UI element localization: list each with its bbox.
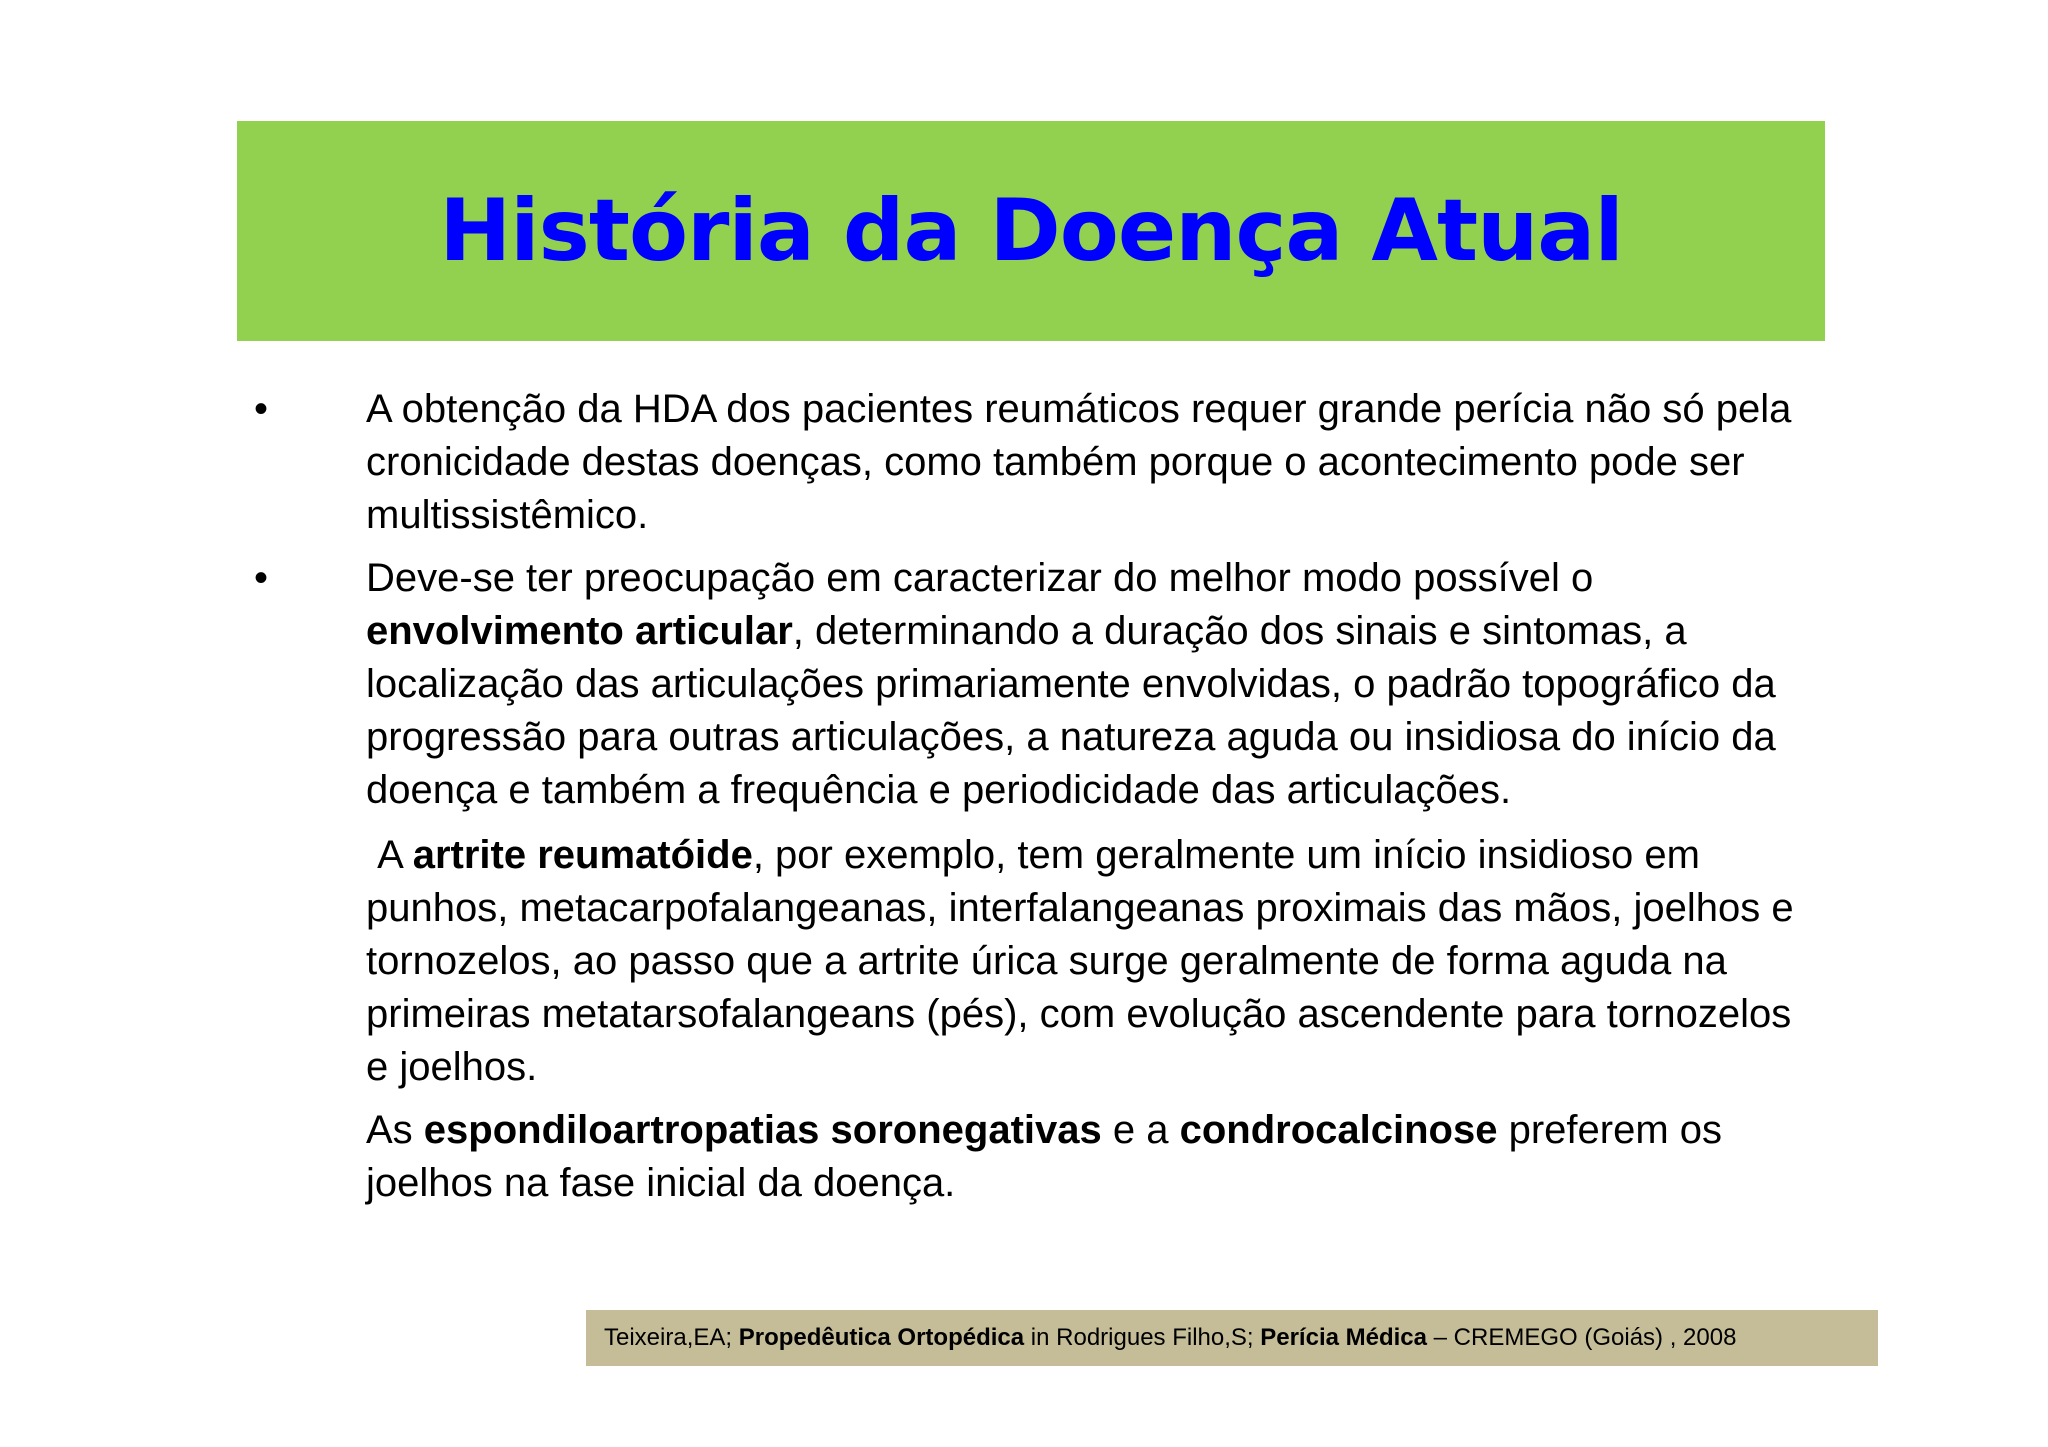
citation-part-2: in Rodrigues Filho,S; (1024, 1324, 1261, 1351)
paragraph-2 (250, 1104, 1810, 1210)
citation-part-1: Teixeira,EA; (604, 1324, 739, 1351)
paragraph-text-post: preferem os joelhos na fase inicial da doença. (366, 1108, 1734, 1205)
citation-box (586, 1310, 1878, 1366)
bullet-item-2 (250, 552, 1810, 817)
paragraph-text-bold: artrite reumatóide (412, 833, 753, 877)
bullet-symbol: • (254, 556, 269, 600)
citation-bold-2: Perícia Médica (1260, 1324, 1427, 1351)
bullet-item-1 (250, 383, 1810, 542)
citation-bold-1: Propedêutica Ortopédica (738, 1324, 1025, 1351)
paragraph-text-pre: A (366, 833, 413, 877)
bullet-text-bold: envolvimento articular (366, 609, 793, 653)
bullet-text-post: , determinando a duração dos sinais e sintomas, a localização das articulações primariamente envolvidas, o padrão topográfico da progressão para outras articulações, a natureza aguda ou insidiosa do início da doença e também a frequência e periodicidade das articulações. (366, 609, 1776, 812)
slide-body (250, 383, 1810, 1220)
paragraph-text-bold-1: espondiloartropatias soronegativas (423, 1108, 1102, 1152)
paragraph-text-bold-2: condrocalcinose (1179, 1108, 1498, 1152)
paragraph-text-post: , por exemplo, tem geralmente um início insidioso em punhos, metacarpofalangeanas, interfalangeanas proximais das mãos, joelhos e tornozelos, ao passo que a artrite úrica surge geralmente de forma aguda na primeiras metatarsofalangeans (pés), com evolução ascendente para tornozelos e joelhos. (366, 833, 1805, 1089)
bullet-text: A obtenção da HDA dos pacientes reumáticos requer grande perícia não só pela cronicidade destas doenças, como também porque o acontecimento pode ser multissistêmico. (366, 387, 1792, 537)
bullet-symbol: • (254, 387, 269, 431)
bullet-text-pre: Deve-se ter preocupação em caracterizar do melhor modo possível o (366, 556, 1594, 600)
paragraph-text-mid: e a (1101, 1108, 1180, 1152)
title-banner (237, 121, 1825, 341)
page-title: História da Doença Atual (439, 181, 1623, 281)
paragraph-1 (250, 829, 1810, 1094)
citation-part-3: – CREMEGO (Goiás) , 2008 (1427, 1324, 1737, 1351)
paragraph-text-pre: As (366, 1108, 424, 1152)
